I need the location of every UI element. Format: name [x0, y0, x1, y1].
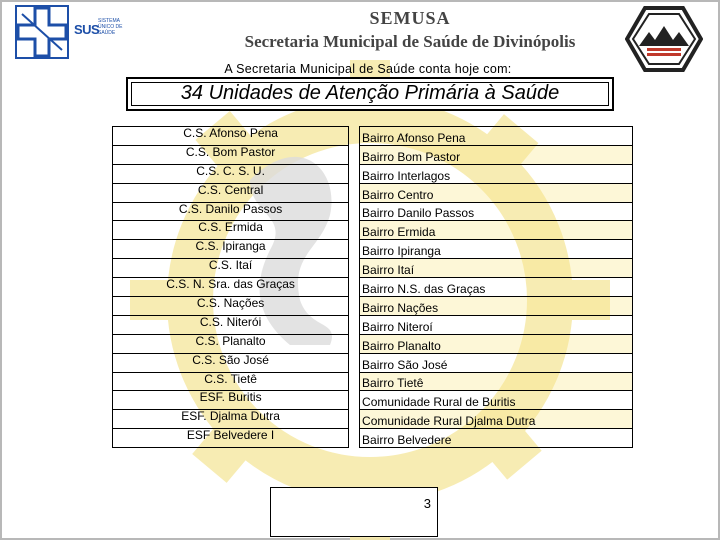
column-gap — [349, 353, 360, 372]
column-gap — [349, 410, 360, 429]
sus-logo-text: SUS — [74, 22, 100, 37]
column-gap — [349, 297, 360, 316]
location-cell: Bairro Belvedere — [360, 429, 633, 448]
unit-name-cell: C.S. Nações — [113, 297, 349, 316]
table-row — [113, 372, 633, 391]
column-gap — [349, 164, 360, 183]
location-cell: Bairro Centro — [360, 183, 633, 202]
unit-name-cell: C.S. Bom Pastor — [113, 145, 349, 164]
unit-name-cell: C.S. N. Sra. das Graças — [113, 278, 349, 297]
table-row — [113, 164, 633, 183]
column-gap — [349, 127, 360, 146]
table-row — [113, 391, 633, 410]
location-cell: Bairro Ermida — [360, 221, 633, 240]
location-cell: Bairro Niteroí — [360, 315, 633, 334]
unit-name-cell: ESF. Djalma Dutra — [113, 410, 349, 429]
unit-name-cell: ESF. Buritis — [113, 391, 349, 410]
unit-name-cell: C.S. Niterói — [113, 315, 349, 334]
intro-text: A Secretaria Municipal de Saúde conta hoje com: — [224, 62, 512, 76]
column-gap — [349, 334, 360, 353]
unit-name-cell: ESF Belvedere I — [113, 429, 349, 448]
table-row — [113, 315, 633, 334]
unit-name-cell: C.S. C. S. U. — [113, 164, 349, 183]
location-cell: Bairro Afonso Pena — [360, 127, 633, 146]
unit-name-cell: C.S. Ermida — [113, 221, 349, 240]
location-cell: Bairro Tietê — [360, 372, 633, 391]
column-gap — [349, 372, 360, 391]
table-row — [113, 221, 633, 240]
column-gap — [349, 183, 360, 202]
health-cross-icon — [14, 4, 70, 60]
table-row — [113, 202, 633, 221]
unit-name-cell: C.S. Ipiranga — [113, 240, 349, 259]
table-row — [113, 240, 633, 259]
unit-name-cell: C.S. Tietê — [113, 372, 349, 391]
column-gap — [349, 315, 360, 334]
column-gap — [349, 240, 360, 259]
table-row — [113, 183, 633, 202]
table-row — [113, 127, 633, 146]
table-row — [113, 278, 633, 297]
units-table-body — [113, 127, 633, 448]
unit-name-cell: C.S. Central — [113, 183, 349, 202]
semusa-logo-icon — [625, 6, 703, 72]
location-cell: Bairro Danilo Passos — [360, 202, 633, 221]
table-row — [113, 353, 633, 372]
table-row — [113, 334, 633, 353]
unit-name-cell: C.S. Itaí — [113, 259, 349, 278]
column-gap — [349, 259, 360, 278]
column-gap — [349, 202, 360, 221]
location-cell: Comunidade Rural Djalma Dutra — [360, 410, 633, 429]
banner-box — [126, 77, 614, 111]
column-gap — [349, 221, 360, 240]
header-subtitle: Secretaria Municipal de Saúde de Divinópolis — [244, 32, 576, 51]
location-cell: Bairro Itaí — [360, 259, 633, 278]
location-cell: Comunidade Rural de Buritis — [360, 391, 633, 410]
column-gap — [349, 429, 360, 448]
column-gap — [349, 278, 360, 297]
location-cell: Bairro N.S. das Graças — [360, 278, 633, 297]
table-row — [113, 297, 633, 316]
page-number-box — [270, 487, 438, 537]
page-number: 3 — [423, 496, 431, 511]
unit-name-cell: C.S. Afonso Pena — [113, 127, 349, 146]
location-cell: Bairro Ipiranga — [360, 240, 633, 259]
location-cell: Bairro Planalto — [360, 334, 633, 353]
table-row — [113, 429, 633, 448]
units-table — [112, 126, 633, 448]
sus-logo-small-text: SISTEMA ÚNICO DE SAÚDE — [98, 18, 123, 36]
unit-name-cell: C.S. São José — [113, 353, 349, 372]
banner-title: 34 Unidades de Atenção Primária à Saúde — [180, 82, 560, 104]
location-cell: Bairro Bom Pastor — [360, 145, 633, 164]
table-row — [113, 259, 633, 278]
table-row — [113, 410, 633, 429]
location-cell: Bairro Interlagos — [360, 164, 633, 183]
unit-name-cell: C.S. Planalto — [113, 334, 349, 353]
sus-logo — [14, 4, 124, 60]
unit-name-cell: C.S. Danilo Passos — [113, 202, 349, 221]
table-row — [113, 145, 633, 164]
column-gap — [349, 145, 360, 164]
column-gap — [349, 391, 360, 410]
header-title: SEMUSA — [369, 8, 451, 28]
location-cell: Bairro Nações — [360, 297, 633, 316]
location-cell: Bairro São José — [360, 353, 633, 372]
